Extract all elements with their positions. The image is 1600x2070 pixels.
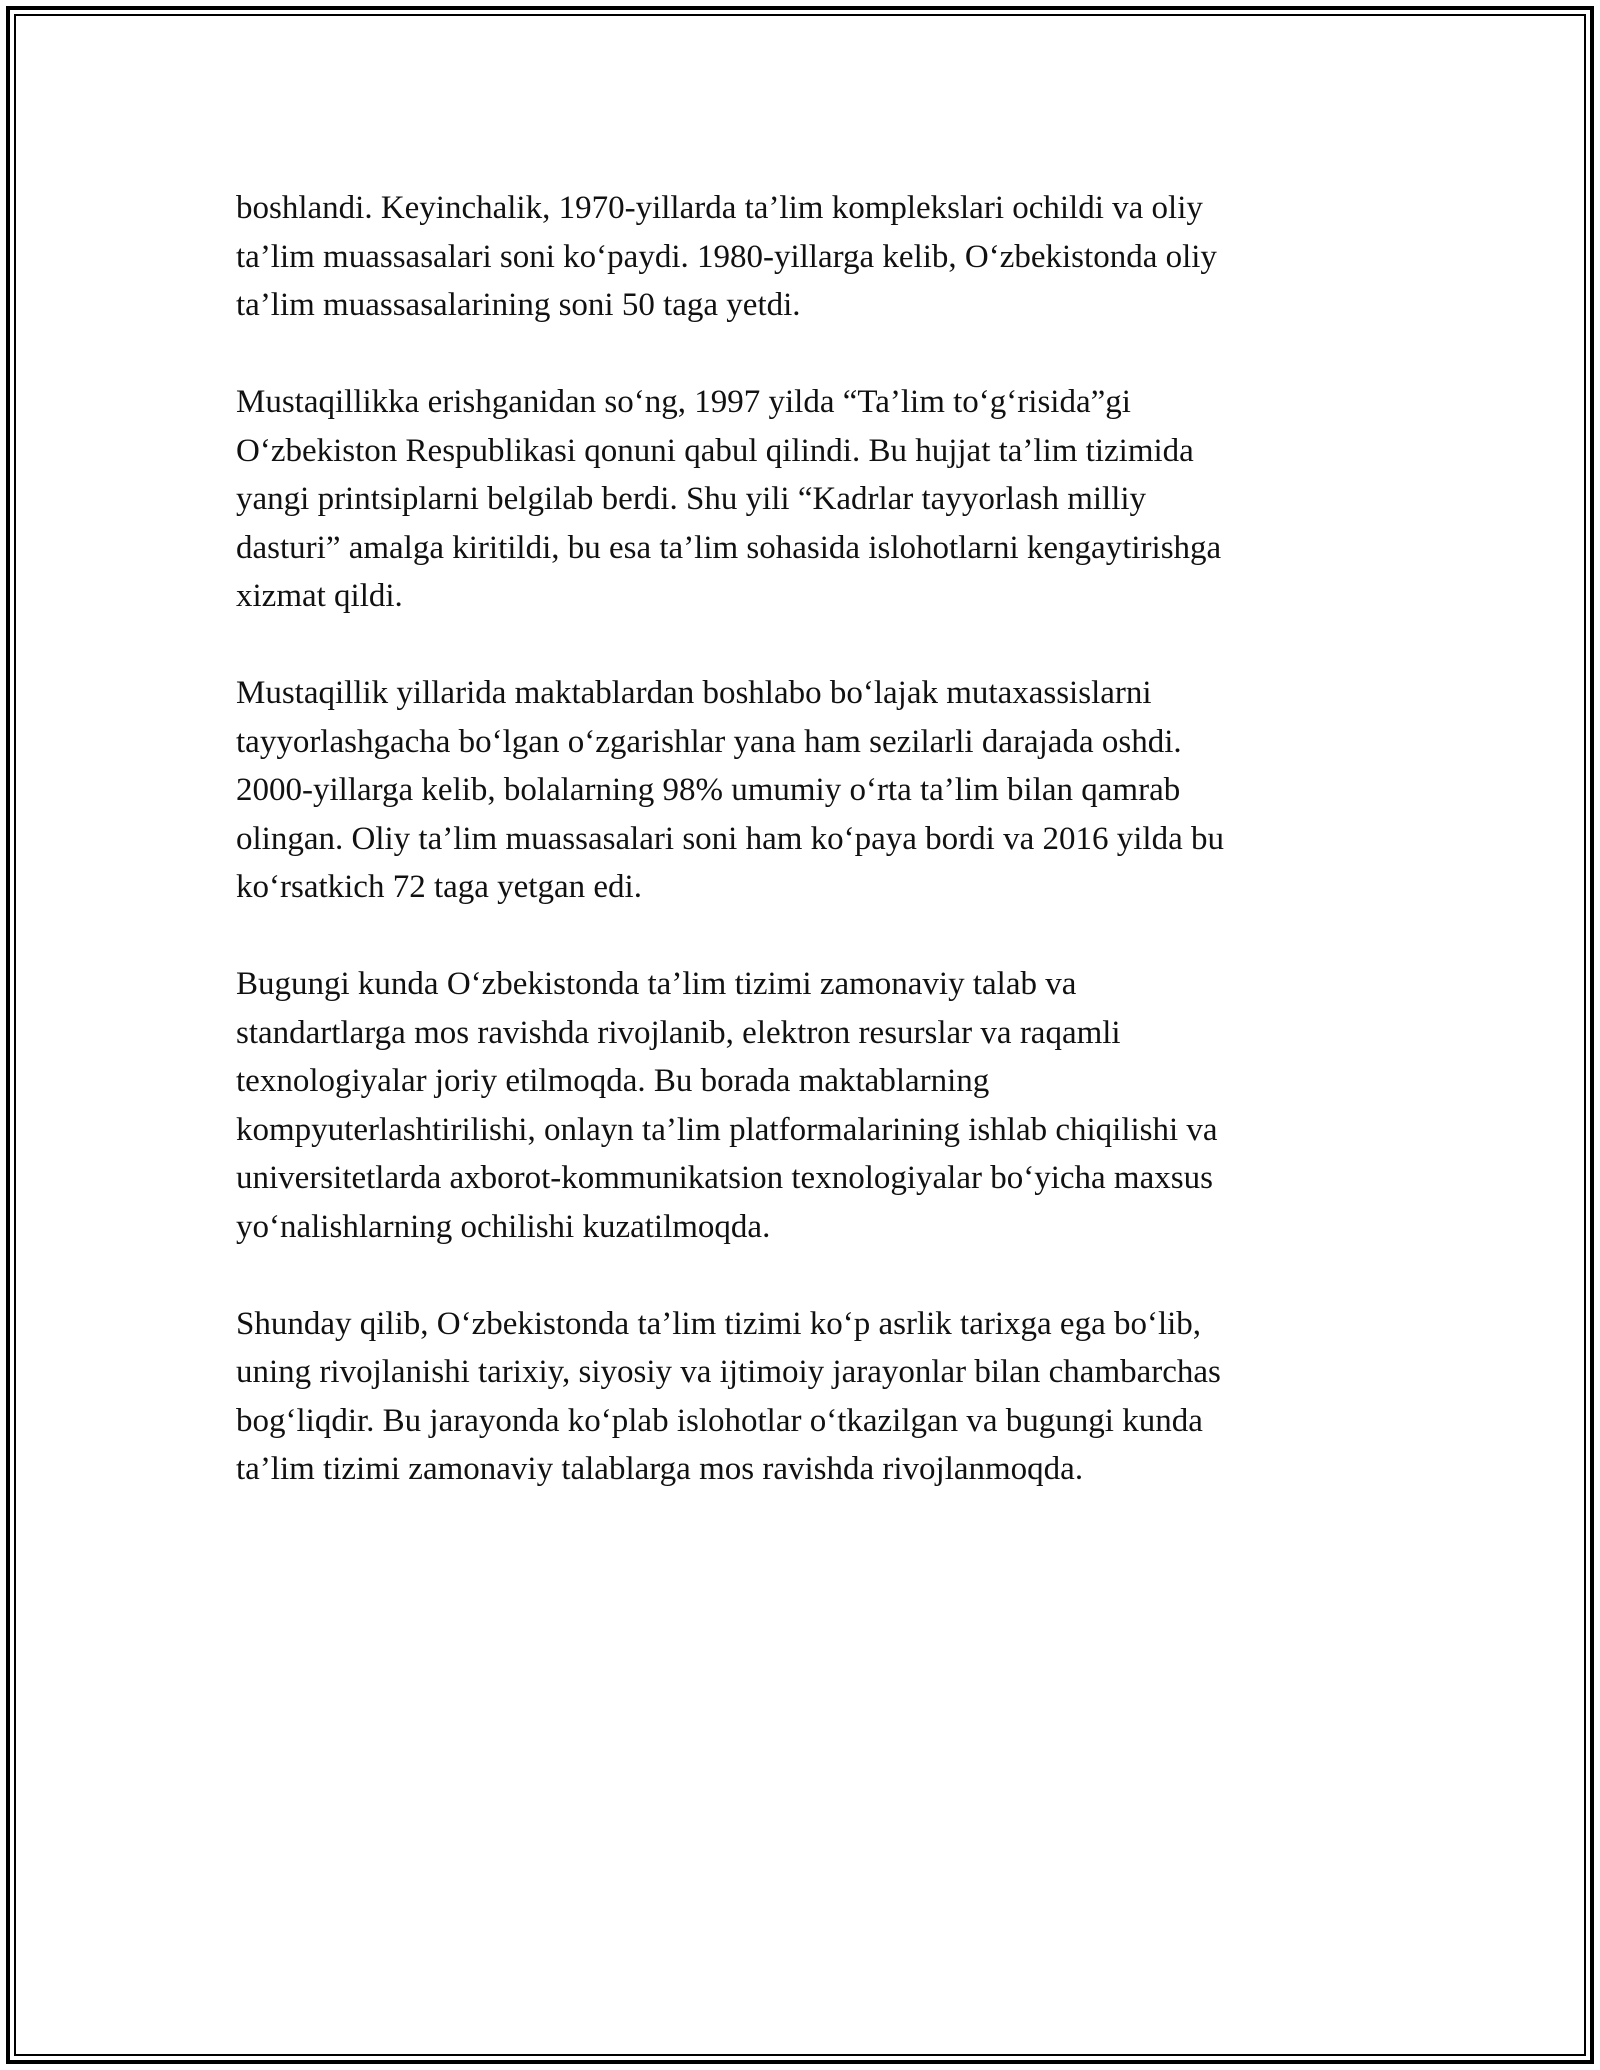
- paragraph-2: Mustaqillikka erishganidan soʻng, 1997 yilda “Ta’lim toʻgʻrisida”gi Oʻzbekiston Respublikasi qonuni qabul qilindi. Bu hujjat ta’lim tizimida yangi printsiplarni belgilab berdi. Shu yili “Kadrlar tayyorlash milliy dasturi” amalga kiritildi, bu esa ta’lim sohasida islohotlarni kengaytirishga xizmat qildi.: [236, 384, 1222, 614]
- document-body: [236, 184, 1356, 1542]
- paragraph-4: Bugungi kunda Oʻzbekistonda ta’lim tizimi zamonaviy talab va standartlarga mos ravishda rivojlanib, elektron resurslar va raqamli texnologiyalar joriy etilmoqda. Bu borada maktablarning kompyuterlashtirilishi, onlayn ta’lim platformalarining ishlab chiqilishi va universitetlarda axborot-kommunikatsion texnologiyalar boʻyicha maxsus yoʻnalishlarning ochilishi kuzatilmoqda.: [236, 966, 1218, 1245]
- paragraph-1: boshlandi. Keyinchalik, 1970-yillarda ta’lim komplekslari ochildi va oliy ta’lim muassasalari soni koʻpaydi. 1980-yillarga kelib, Oʻzbekistonda oliy ta’lim muassasalarining soni 50 taga yetdi.: [236, 190, 1217, 323]
- paragraph-5: Shunday qilib, Oʻzbekistonda ta’lim tizimi koʻp asrlik tarixga ega boʻlib, uning rivojlanishi tarixiy, siyosiy va ijtimoiy jarayonlar bilan chambarchas bogʻliqdir. Bu jarayonda koʻplab islohotlar oʻtkazilgan va bugungi kunda ta’lim tizimi zamonaviy talablarga mos ravishda rivojlanmoqda.: [236, 1305, 1221, 1487]
- paragraph-3: Mustaqillik yillarida maktablardan boshlabo boʻlajak mutaxassislarni tayyorlashgacha boʻlgan oʻzgarishlar yana ham sezilarli darajada oshdi. 2000-yillarga kelib, bolalarning 98% umumiy oʻrta ta’lim bilan qamrab olingan. Oliy ta’lim muassasalari soni ham koʻpaya bordi va 2016 yilda bu koʻrsatkich 72 taga yetgan edi.: [236, 675, 1224, 905]
